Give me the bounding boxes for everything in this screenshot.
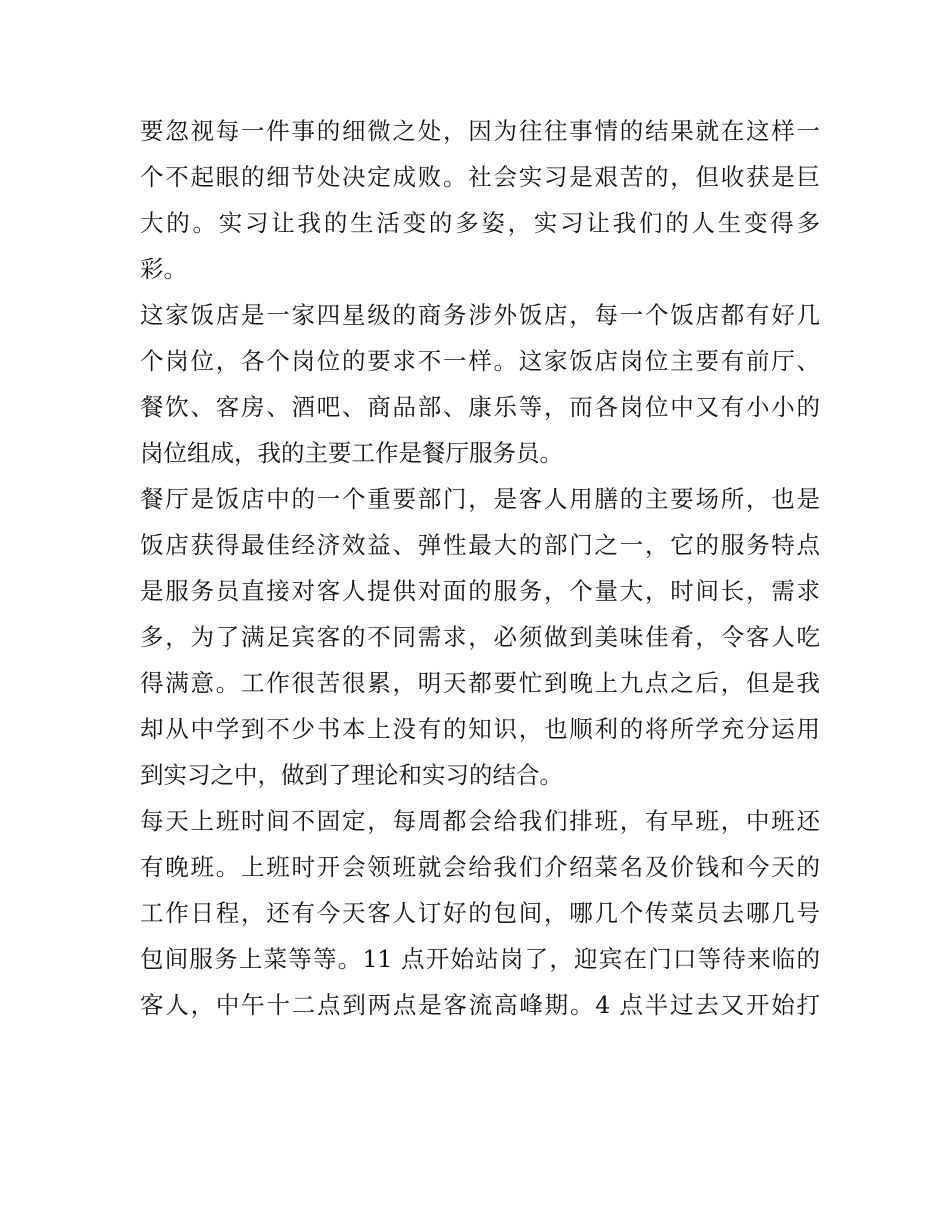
text-line: 每天上班时间不固定，每周都会给我们排班，有早班，中班还 <box>140 807 820 835</box>
paragraph-1 <box>140 108 820 292</box>
text-line: 彩。 <box>140 255 187 283</box>
text-line: 却从中学到不少书本上没有的知识，也顺利的将所学充分运用 <box>140 715 820 743</box>
text-line: 得满意。工作很苦很累，明天都要忙到晚上九点之后，但是我 <box>140 669 820 697</box>
text-line: 多，为了满足宾客的不同需求，必须做到美味佳肴，令客人吃 <box>140 623 820 651</box>
text-line: 是服务员直接对客人提供对面的服务，个量大，时间长，需求 <box>140 577 820 605</box>
text-line: 这家饭店是一家四星级的商务涉外饭店，每一个饭店都有好几 <box>140 301 820 329</box>
text-line: 要忽视每一件事的细微之处，因为往往事情的结果就在这样一 <box>140 117 820 145</box>
text-line: 工作日程，还有今天客人订好的包间，哪几个传菜员去哪几号 <box>140 899 820 927</box>
paragraph-4 <box>140 798 820 1028</box>
text-line: 客人，中午十二点到两点是客流高峰期。4 点半过去又开始打 <box>140 991 820 1019</box>
text-line: 个岗位，各个岗位的要求不一样。这家饭店岗位主要有前厅、 <box>140 347 820 375</box>
paragraph-2 <box>140 292 820 476</box>
text-line: 饭店获得最佳经济效益、弹性最大的部门之一，它的服务特点 <box>140 531 820 559</box>
text-line: 包间服务上菜等等。11 点开始站岗了，迎宾在门口等待来临的 <box>140 945 820 973</box>
text-line: 有晚班。上班时开会领班就会给我们介绍菜名及价钱和今天的 <box>140 853 820 881</box>
document-body <box>140 108 820 1028</box>
text-line: 到实习之中，做到了理论和实习的结合。 <box>140 761 563 789</box>
text-line: 餐厅是饭店中的一个重要部门，是客人用膳的主要场所，也是 <box>140 485 820 513</box>
text-line: 岗位组成，我的主要工作是餐厅服务员。 <box>140 439 563 467</box>
paragraph-3 <box>140 476 820 798</box>
text-line: 餐饮、客房、酒吧、商品部、康乐等，而各岗位中又有小小的 <box>140 393 820 421</box>
text-line: 大的。实习让我的生活变的多姿，实习让我们的人生变得多 <box>140 209 820 237</box>
text-line: 个不起眼的细节处决定成败。社会实习是艰苦的，但收获是巨 <box>140 163 820 191</box>
